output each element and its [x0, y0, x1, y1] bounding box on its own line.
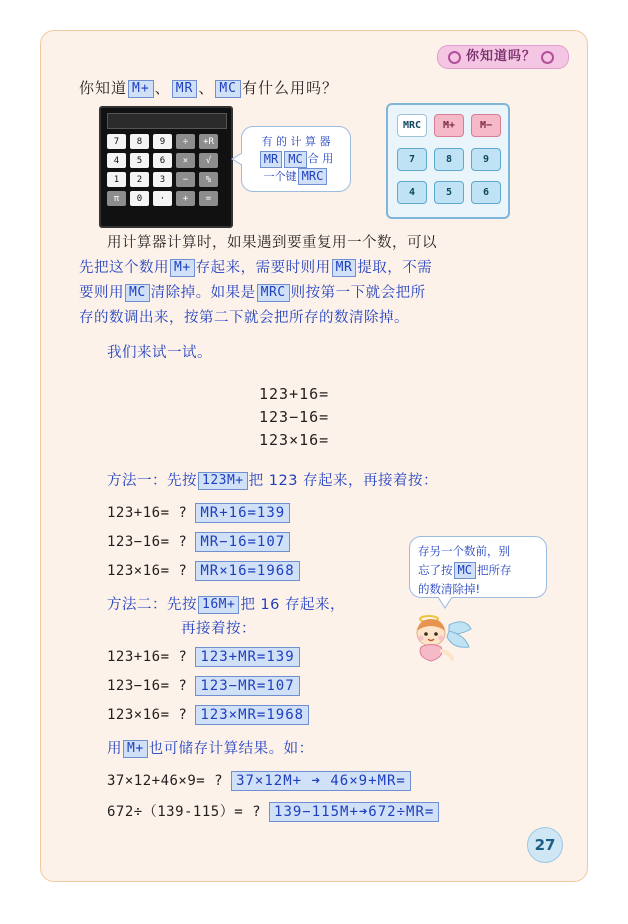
calc-key: · — [153, 191, 172, 206]
calc-key: % — [199, 172, 218, 187]
calc-key: 8 — [130, 134, 149, 149]
calc-key-mminus: M− — [471, 114, 501, 137]
try-it-label: 我们来试一试。 — [107, 345, 212, 361]
bubble-text: 一个键 — [263, 169, 297, 183]
bubble-text: 合 用 — [307, 152, 334, 165]
calculator-key-row — [107, 134, 218, 149]
calc-key: 7 — [107, 134, 126, 149]
calc-key: 8 — [434, 148, 464, 171]
calc-key: 5 — [130, 153, 149, 168]
row-key-sequence: 37×12M+ ➜ 46×9+MR= — [231, 771, 411, 791]
circle-icon — [448, 51, 461, 64]
row-expression: 123−16= ? — [107, 534, 188, 550]
intro-sep: 、 — [198, 79, 215, 97]
row-expression: 672÷（139-115）= ? — [107, 804, 262, 820]
key-mc: MC — [125, 284, 150, 302]
row-key-sequence: MR+16=139 — [195, 503, 290, 523]
calc-key: 3 — [153, 172, 172, 187]
row-expression: 123+16= ? — [107, 505, 188, 521]
key-mplus: M+ — [128, 80, 154, 98]
paragraph-line — [79, 256, 557, 281]
key-mc: MC — [454, 562, 476, 579]
method-1-label: 方法一：先按 — [107, 473, 197, 489]
paragraph-line — [79, 306, 557, 331]
calculator-key-row — [107, 153, 218, 168]
did-you-know-badge — [437, 45, 569, 69]
calc-key: √ — [199, 153, 218, 168]
calc-key: 2 — [130, 172, 149, 187]
key-mr: MR — [332, 259, 357, 277]
bubble-line-3: 的数清除掉! — [418, 582, 481, 596]
row-expression: 123+16= ? — [107, 649, 188, 665]
method-2-label: 方法二：先按 — [107, 597, 197, 613]
try-it-text — [107, 341, 212, 366]
calc-key-mrc: MRC — [397, 114, 427, 137]
key-sequence-16-mplus: 16M+ — [198, 596, 239, 614]
equations-block — [259, 383, 329, 452]
calc-key: 9 — [471, 148, 501, 171]
bubble-line-1: 存另一个数前，别 — [418, 544, 510, 558]
calc-key: +R — [199, 134, 218, 149]
paragraph-text: 则按第一下就会把所 — [290, 285, 426, 301]
paragraph-text: 提取，不需 — [357, 260, 433, 276]
calc-key: 0 — [130, 191, 149, 206]
bubble-line-3 — [250, 168, 342, 186]
calc-key: 4 — [397, 181, 427, 204]
bubble-line-1: 有 的 计 算 器 — [261, 135, 331, 148]
method-1-row — [107, 561, 300, 581]
calc-key: 1 — [107, 172, 126, 187]
method-2-subheading — [181, 617, 256, 638]
calc-key: = — [199, 191, 218, 206]
textbook-page — [40, 30, 588, 882]
calculator-key-row — [397, 114, 501, 137]
calc-key: 6 — [153, 153, 172, 168]
paragraph-line — [79, 281, 557, 306]
row-key-sequence: 123+MR=139 — [195, 647, 299, 667]
speech-bubble-left — [241, 126, 351, 192]
calculator-key-row — [107, 191, 218, 206]
intro-prefix: 你知道 — [79, 79, 128, 97]
calculator-illustration-right — [386, 103, 510, 219]
method-1-heading — [107, 469, 438, 490]
key-mr: MR — [260, 151, 282, 168]
method-1-row — [107, 532, 290, 552]
method-1-tail: 把 123 存起来，再接着按： — [248, 473, 439, 489]
calc-key: ÷ — [176, 134, 195, 149]
paragraph-text: 先把这个数用 — [79, 260, 169, 276]
method-2-tail: 把 16 存起来， — [240, 597, 345, 613]
method-2-row — [107, 647, 300, 667]
intro-suffix: 有什么用吗？ — [242, 79, 339, 97]
equation-line: 123−16= — [259, 408, 330, 426]
paragraph-line — [79, 231, 557, 256]
method-2-row — [107, 705, 309, 725]
calculator-screen — [107, 113, 227, 129]
key-sequence-123-mplus: 123M+ — [198, 472, 248, 490]
last-label-a: 用 — [107, 741, 122, 757]
calc-key: 5 — [434, 181, 464, 204]
row-key-sequence: MR−16=107 — [195, 532, 290, 552]
speech-bubble-right — [409, 536, 547, 598]
row-key-sequence: 139−115M+➜672÷MR= — [269, 802, 439, 822]
calc-key: 9 — [153, 134, 172, 149]
bubble-text: 把所存 — [476, 563, 512, 577]
key-mc: MC — [215, 80, 241, 98]
calculator-illustration-left — [99, 106, 233, 228]
last-label-b: 也可储存计算结果。如： — [148, 741, 314, 757]
row-key-sequence: 123×MR=1968 — [195, 705, 309, 725]
key-mrc: MRC — [298, 168, 328, 185]
bubble-line-2 — [250, 150, 342, 168]
method-2-heading — [107, 593, 345, 614]
row-expression: 37×12+46×9= ? — [107, 773, 224, 789]
paragraph-text: 存起来，需要时则用 — [195, 260, 331, 276]
row-expression: 123×16= ? — [107, 707, 188, 723]
calculator-key-row — [397, 181, 501, 204]
page-number: 27 — [527, 827, 563, 863]
calc-key: + — [176, 191, 195, 206]
main-paragraph — [79, 231, 557, 331]
row-expression: 123×16= ? — [107, 563, 188, 579]
circle-icon — [541, 51, 554, 64]
key-mplus: M+ — [170, 259, 195, 277]
calculator-key-row — [397, 148, 501, 171]
calc-key: 7 — [397, 148, 427, 171]
key-mr: MR — [172, 80, 198, 98]
method-2-row — [107, 676, 300, 696]
fairy-mascot-icon — [409, 609, 481, 669]
intro-question — [79, 77, 338, 98]
badge-label: 你知道吗？ — [465, 49, 536, 64]
row-key-sequence: MR×16=1968 — [195, 561, 299, 581]
equation-line: 123×16= — [259, 431, 330, 449]
equation-line: 123+16= — [259, 385, 330, 403]
calculator-key-row — [107, 172, 218, 187]
paragraph-text: 用计算器计算时，如果遇到要重复用一个数，可以 — [107, 235, 437, 251]
calc-key: − — [176, 172, 195, 187]
key-mrc: MRC — [257, 284, 290, 302]
last-row — [107, 771, 411, 791]
last-row — [107, 801, 439, 822]
last-section-heading — [107, 737, 314, 758]
bubble-text: 忘了按 — [418, 563, 453, 577]
row-key-sequence: 123−MR=107 — [195, 676, 299, 696]
row-expression: 123−16= ? — [107, 678, 188, 694]
method-1-row — [107, 503, 290, 523]
calc-key: × — [176, 153, 195, 168]
method-2-tail2: 再接着按： — [181, 621, 256, 637]
calc-key: π — [107, 191, 126, 206]
paragraph-text: 清除掉。如果是 — [150, 285, 256, 301]
key-mc: MC — [284, 151, 306, 168]
calc-key: 4 — [107, 153, 126, 168]
paragraph-text: 存的数调出来，按第二下就会把所存的数清除掉。 — [79, 310, 409, 326]
bubble-line-2 — [418, 561, 538, 580]
key-mplus: M+ — [123, 740, 148, 758]
paragraph-text: 要则用 — [79, 285, 124, 301]
calc-key-mplus: M+ — [434, 114, 464, 137]
calc-key: 6 — [471, 181, 501, 204]
intro-sep: 、 — [154, 79, 171, 97]
